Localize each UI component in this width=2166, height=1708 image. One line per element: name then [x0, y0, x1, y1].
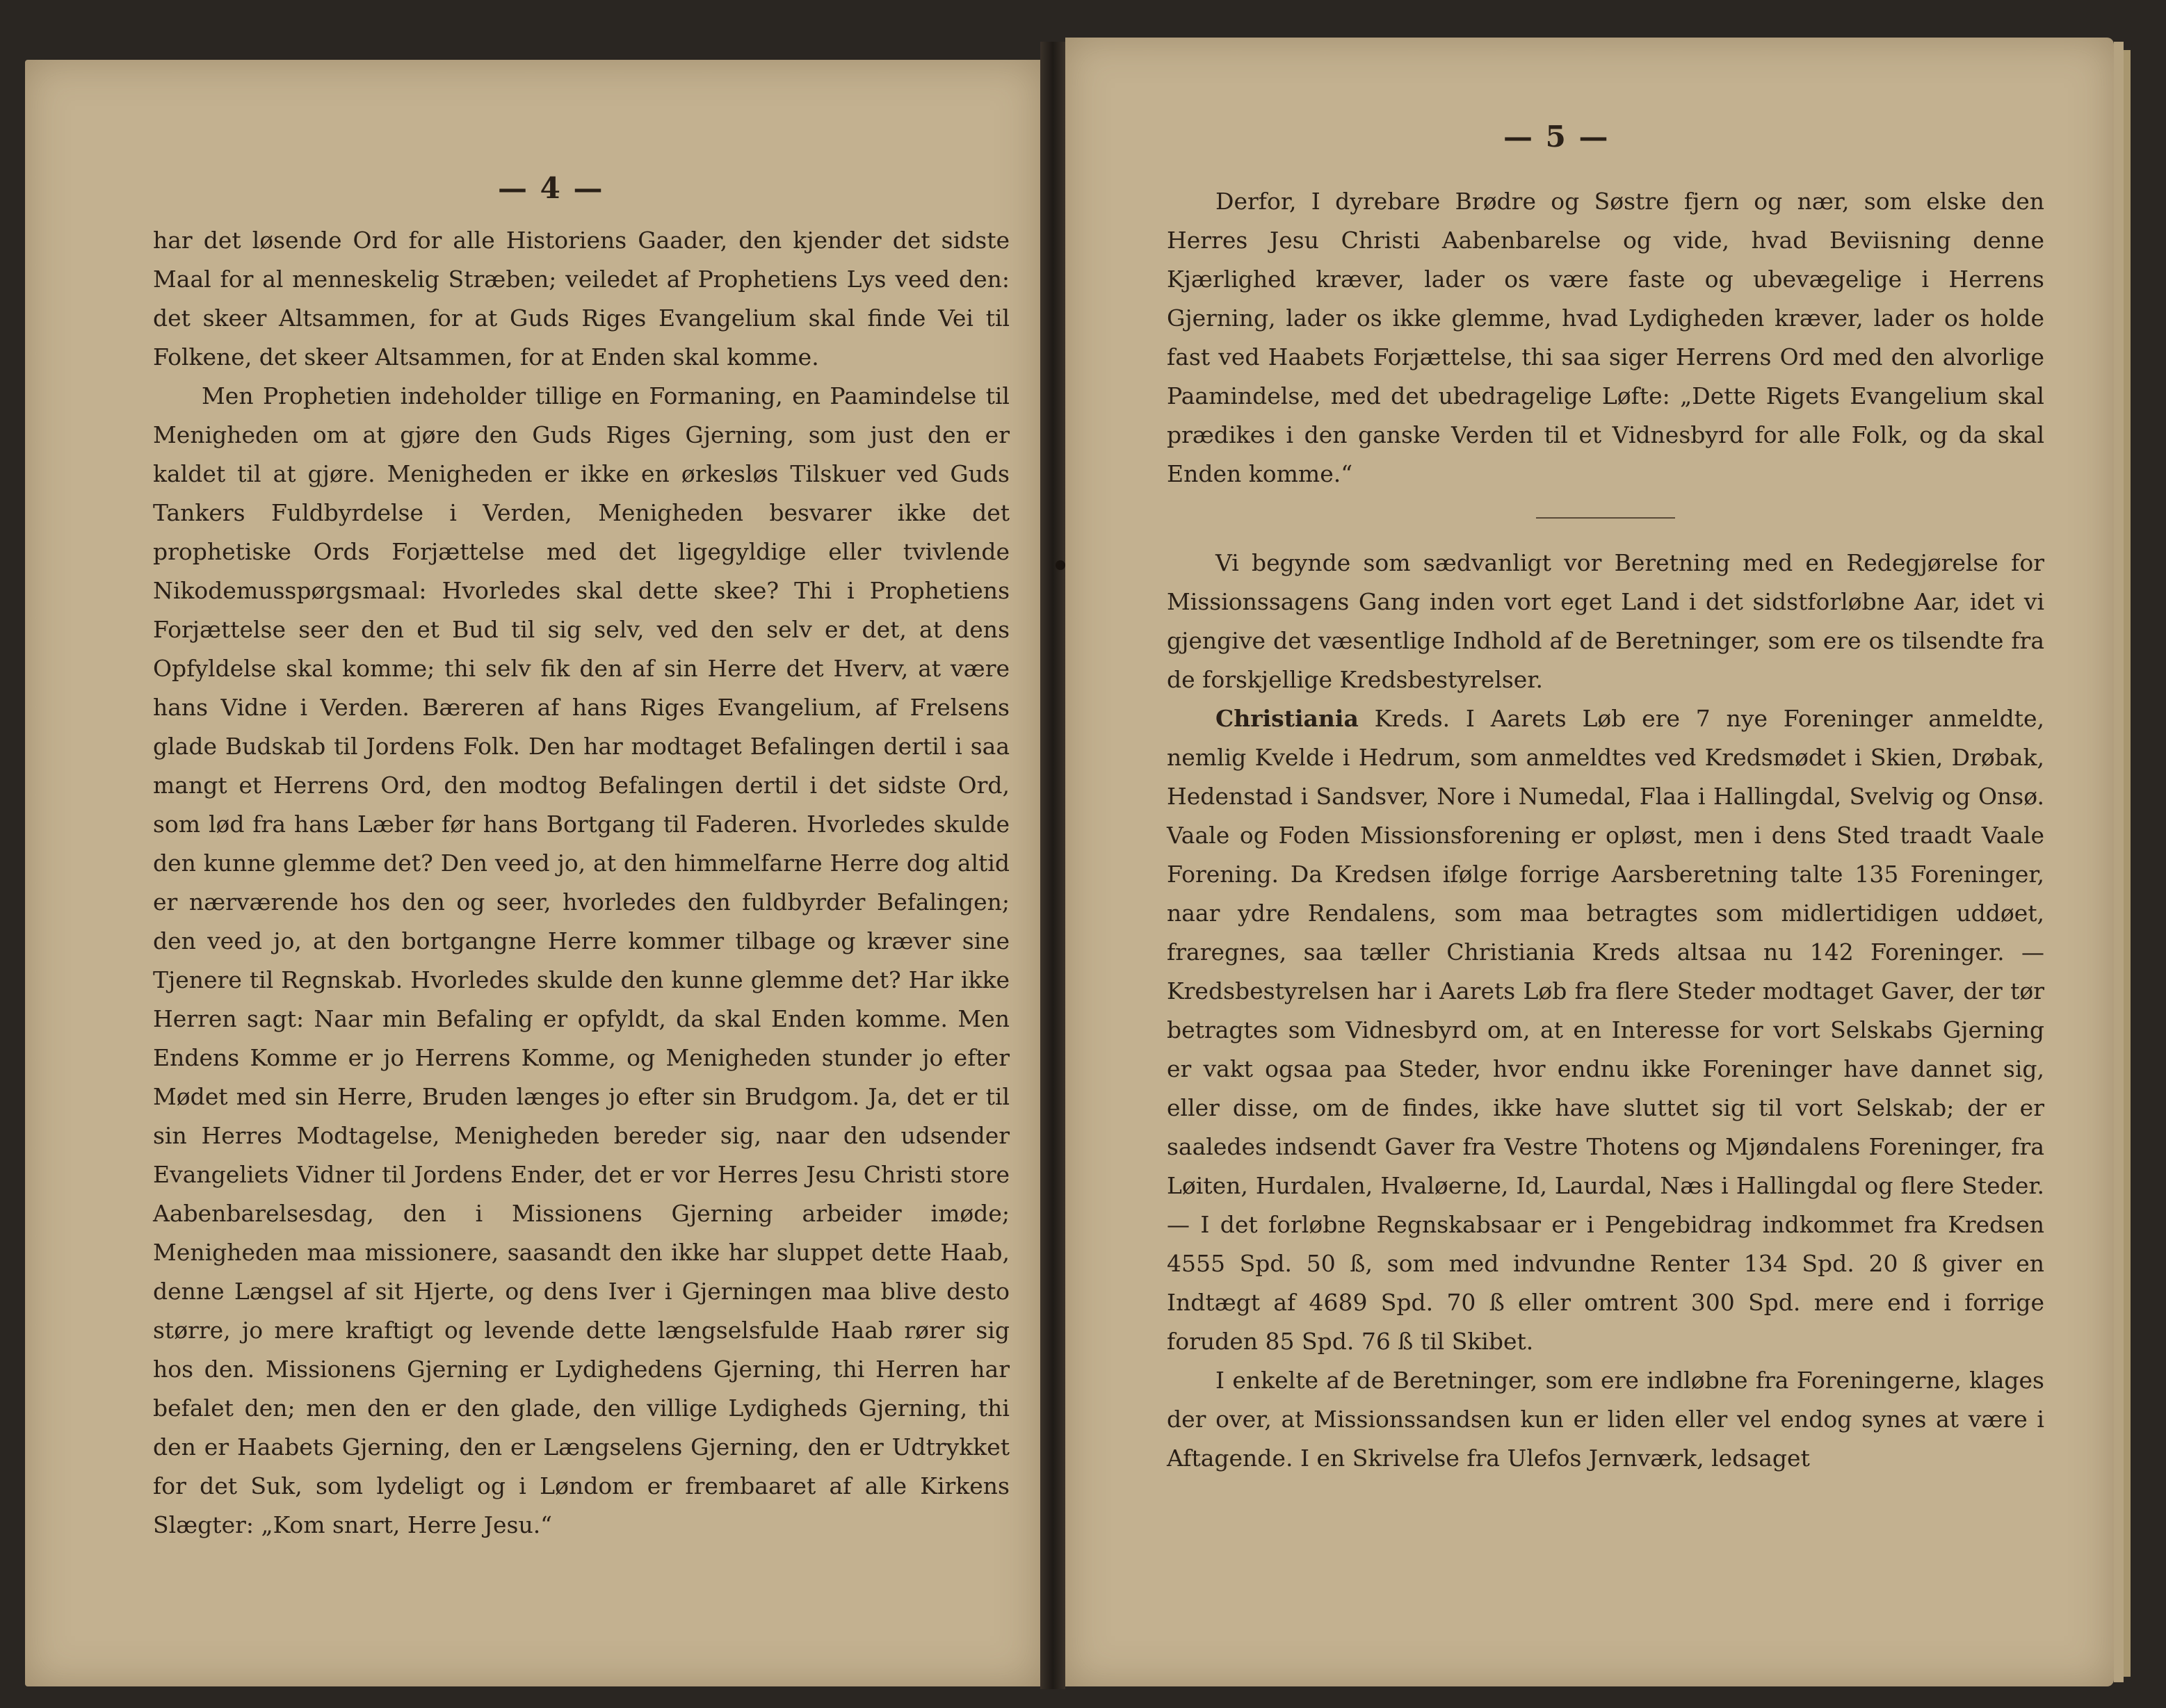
page-number: — 4 — [498, 171, 604, 205]
page-edge [2124, 50, 2131, 1677]
left-page [25, 60, 1040, 1686]
left-page-body [153, 221, 1010, 1545]
section-divider [1536, 517, 1675, 519]
paragraph: I enkelte af de Beretninger, som ere indløbne fra Foreningerne, klages der over, at Missionssandsen kun er liden eller vel endog synes at være i Aftagende. I en Skrivelse fra Ulefos Jernværk, ledsaget [1167, 1367, 2044, 1472]
paragraph: Derfor, I dyrebare Brødre og Søstre fjern og nær, som elske den Herres Jesu Christi Aabenbarelse og vide, hvad Beviisning denne Kjærlighed kræver, lader os være faste og ubevægelige i Herrens Gjerning, lader os ikke glemme, hvad Lydigheden kræver, lader os holde fast ved Haabets Forjættelse, thi saa siger Herrens Ord med den alvorlige Paamindelse, med det ubedragelige Løfte: „Dette Rigets Evangelium skal prædikes i den ganske Verden til et Vidnesbyrd for alle Folk, og da skal Enden komme.“ [1167, 188, 2044, 487]
binding-hole [1056, 560, 1065, 570]
page-number: — 5 — [1503, 120, 1610, 154]
paragraph-text: Kreds. I Aarets Løb ere 7 nye Foreninger anmeldte, nemlig Kvelde i Hedrum, som anmeldtes ved Kredsmødet i Skien, Drøbak, Hedenstad i Sandsver, Nore i Numedal, Flaa i Hallingdal, Svelvig og Onsø. Vaale og Foden Missionsforening er opløst, men i dens Sted traadt Vaale Forening. Da Kredsen ifølge forrige Aarsberetning talte 135 Foreninger, naar ydre Rendalens, som maa betragtes som midlertidigen uddøet, fraregnes, saa tæller Christiania Kreds altsaa nu 142 Foreninger. — Kredsbestyrelsen har i Aarets Løb fra flere Steder modtaget Gaver, der tør betragtes som Vidnesbyrd om, at en Interesse for vort Selskabs Gjerning er vakt ogsaa paa Steder, hvor endnu ikke Foreninger have dannet sig, eller disse, om de findes, ikke have sluttet sig til vort Selskab; der er saaledes indsendt Gaver fra Vestre Thotens og Mjøndalens Foreninger, fra Løiten, Hurdalen, Hvaløerne, Id, Laurdal, Næs i Hallingdal og flere Steder. — I det forløbne Regnskabsaar er i Pengebidrag indkommet fra Kredsen 4555 Spd. 50 ß, som med indvundne Renter 134 Spd. 20 ß giver en Indtægt af 4689 Spd. 70 ß eller omtrent 300 Spd. mere end i forrige foruden 85 Spd. 76 ß til Skibet. [1167, 705, 2044, 1355]
paragraph: Vi begynde som sædvanligt vor Beretning med en Redegjørelse for Missionssagens Gang inden vort eget Land i det sidstforløbne Aar, idet vi gjengive det væsentlige Indhold af de Beretninger, som ere os tilsendte fra de forskjellige Kredsbestyrelser. [1167, 549, 2044, 693]
right-page [1065, 38, 2114, 1686]
page-edge [2114, 42, 2124, 1682]
paragraph: Men Prophetien indeholder tillige en Formaning, en Paamindelse til Menigheden om at gjøre den Guds Riges Gjerning, som just den er kaldet til at gjøre. Menigheden er ikke en ørkesløs Tilskuer ved Guds Tankers Fuldbyrdelse i Verden, Menigheden besvarer ikke det prophetiske Ords Forjættelse med det ligegyldige eller tvivlende Nikodemusspørgsmaal: Hvorledes skal dette skee? Thi i Prophetiens Forjættelse seer den et Bud til sig selv, ved den selv er det, at dens Opfyldelse skal komme; thi selv fik den af sin Herre det Hverv, at være hans Vidne i Verden. Bæreren af hans Riges Evangelium, af Frelsens glade Budskab til Jordens Folk. Den har modtaget Befalingen dertil i saa mangt et Herrens Ord, den modtog Befalingen dertil i det sidste Ord, som lød fra hans Læber før hans Bortgang til Faderen. Hvorledes skulde den kunne glemme det? Den veed jo, at den himmelfarne Herre dog altid er nærværende hos den og seer, hvorledes den fuldbyrder Befalingen; den veed jo, at den bortgangne Herre kommer tilbage og kræver sine Tjenere til Regnskab. Hvorledes skulde den kunne glemme det? Har ikke Herren sagt: Naar min Befaling er opfyldt, da skal Enden komme. Men Endens Komme er jo Herrens Komme, og Menigheden stunder jo efter Mødet med sin Herre, Bruden længes jo efter sin Brudgom. Ja, det er til sin Herres Modtagelse, Menigheden bereder sig, naar den udsender Evangeliets Vidner til Jordens Ender, det er vor Herres Jesu Christi store Aabenbarelsesdag, den i Missionens Gjerning arbeider imøde; Menigheden maa missionere, saasandt den ikke har sluppet dette Haab, denne Længsel af sit Hjerte, og dens Iver i Gjerningen maa blive desto større, jo mere kraftigt og levende dette længselsfulde Haab rører sig hos den. Missionens Gjerning er Lydighedens Gjerning, thi Herren har befalet den; men den er den glade, den villige Lydigheds Gjerning, thi den er Haabets Gjerning, den er Længselens Gjerning, den er Udtrykket for det Suk, som lydeligt og i Løndom er frembaaret af alle Kirkens Slægter: „Kom snart, Herre Jesu.“ [153, 382, 1010, 1538]
district-name: Christiania [1215, 705, 1359, 732]
paragraph [1167, 699, 2044, 1361]
right-page-body [1167, 182, 2044, 1478]
paragraph: har det løsende Ord for alle Historiens Gaader, den kjender det sidste Maal for al menneskelig Stræben; veiledet af Prophetiens Lys veed den: det skeer Altsammen, for at Guds Riges Evangelium skal finde Vei til Folkene, det skeer Altsammen, for at Enden skal komme. [153, 227, 1010, 371]
book-gutter [1040, 42, 1065, 1689]
